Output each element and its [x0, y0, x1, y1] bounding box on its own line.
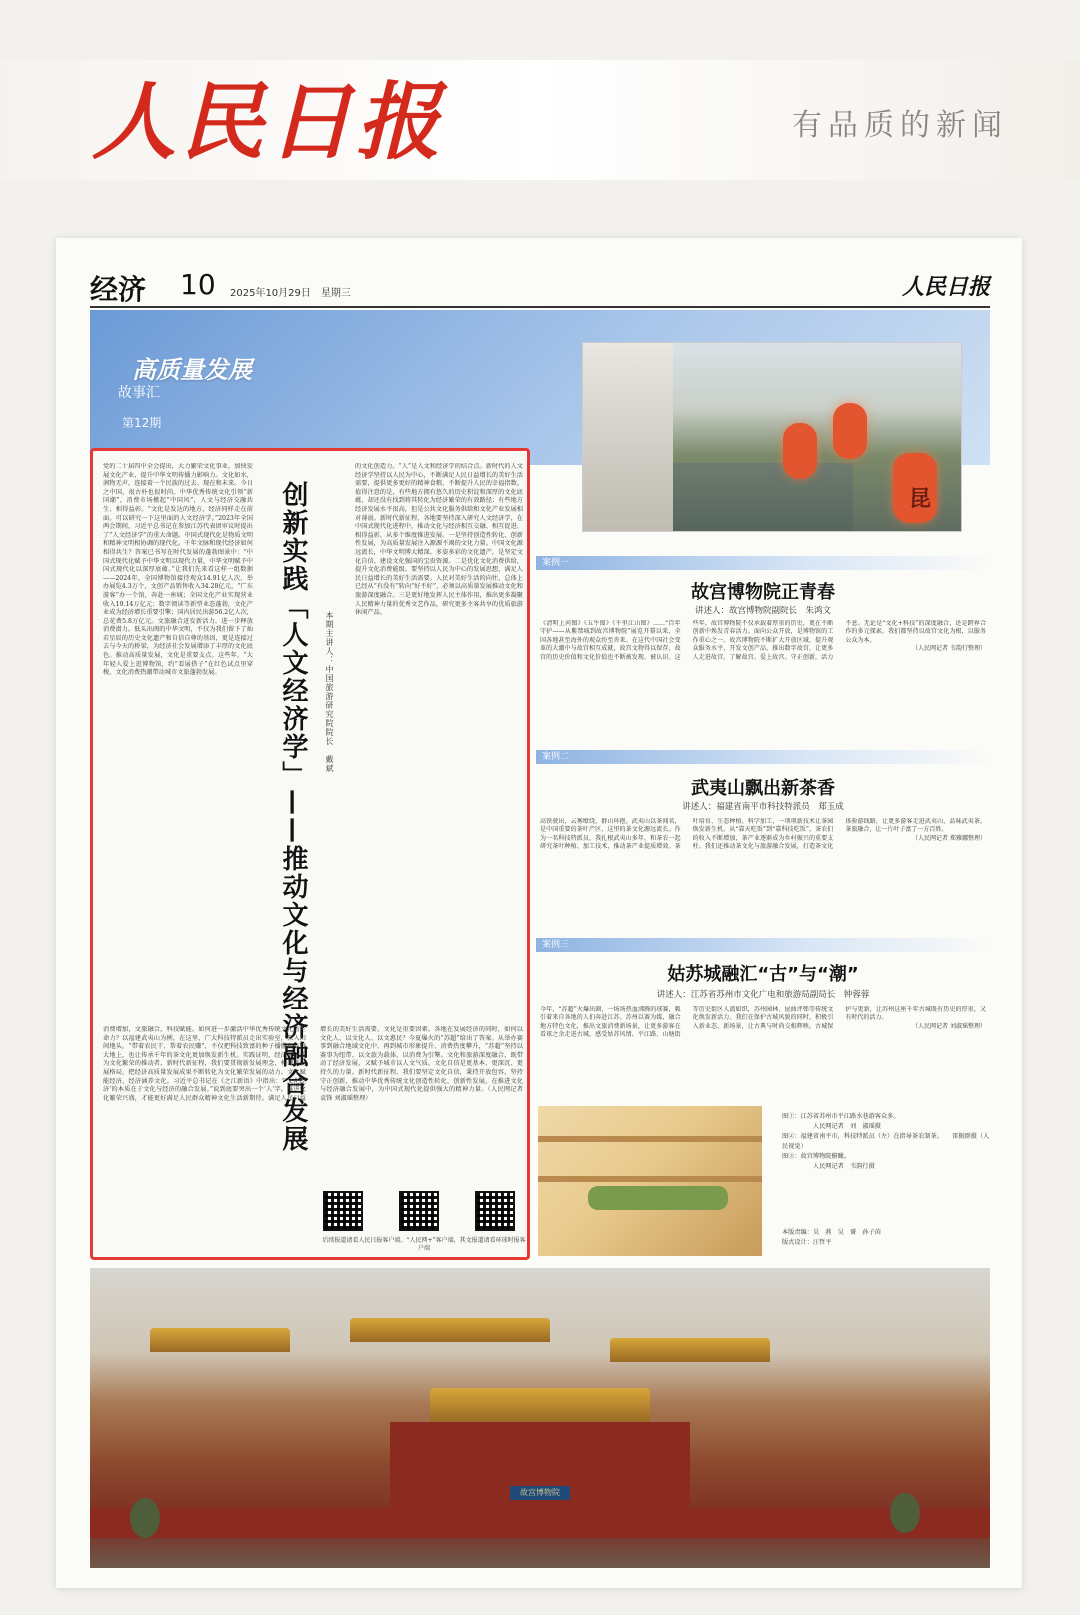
caption-line: 人民网记者 韦韵行摄 [782, 1163, 875, 1170]
editor-line: 版式设计：汪哲平 [782, 1239, 832, 1246]
masthead-logo: 人民日报 [92, 72, 445, 171]
case-body-text: 高铁驶出，云雾缭绕，群山环抱。武夷山以茶闻名，是中国重要的茶叶产区，这里的茶文化源远流长。作为一名科技特派员，我扎根武夷山多年，和茶农一起研究茶叶种植、加工技术，推动茶产业提质增效。茶叶培育、生态种植、科学加工，一项项新技术让茶园焕发新生机。从“靠天吃饭”到“靠科技吃饭”，茶农们的收入不断增加，茶产业逐渐成为乡村振兴的重要支柱。我们还推动茶文化与旅游融合发展，打造茶文化体验游线路，让更多游客走进武夷山、品味武夷茶。茶旅融合，让一片叶子富了一方百姓。 [540, 818, 986, 851]
photo-shelf [538, 1176, 762, 1182]
case-title: 姑苏城融汇“古”与“潮” [667, 964, 859, 985]
editor-credits [782, 1228, 992, 1248]
article-byline: 本期主讲人：中国旅游研究院院长 戴斌 [325, 611, 334, 773]
photo-building [583, 343, 673, 532]
qr-caption: 后续报道请看人民日报客户端。“人民网+”客户端，其文报道请看环球时报客户端 [322, 1237, 526, 1252]
caption-line: 图③：故宫博物院俯瞰。 [782, 1153, 851, 1160]
main-article [90, 448, 530, 1260]
feature-title: 高质量发展 [132, 356, 252, 384]
qr-code-row [323, 1191, 523, 1235]
case-speaker: 讲述人：故宫博物院副院长 朱鸿文 [694, 606, 831, 616]
case-tag: 案例一 [536, 556, 990, 570]
photo-roof [610, 1338, 770, 1362]
feature-subtitle: 故事汇 [118, 385, 160, 401]
article-headline: 创新实践「人文经济学」——推动文化与经济融合发展 [278, 481, 308, 1153]
case-body [540, 1006, 986, 1106]
palace-plaque: 故宫博物院 [510, 1486, 570, 1500]
case-credit: （人民网记者 韦韵行整理） [912, 645, 986, 653]
photo-captions [782, 1112, 992, 1172]
page-header [90, 268, 990, 308]
masthead-slogan: 有品质的新闻 [792, 108, 1008, 143]
editor-line: 本版责编：吴 燕 吴 赟 孙子茵 [782, 1229, 881, 1236]
photo-roof [430, 1388, 650, 1422]
palace-photo [90, 1268, 990, 1568]
qr-code[interactable] [323, 1191, 363, 1231]
case-tag: 案例三 [536, 938, 990, 952]
caption-line: 图②：福建省南平市，科技特派员（左）在指导茶农制茶。 雷振群摄（人民视觉） [782, 1133, 990, 1150]
section-title: 经济 [90, 273, 147, 306]
case-body-text: 今年，“苏超”火爆出圈，一场场热血沸腾的球赛，吸引着来自各地的人们奔赴江苏。苏州以赛为媒，融合地方特色文化，推出文旅消费新场景，让更多游客在看球之余走进古城，感受姑苏风情。平江路、山塘街等历史街区人流如织，苏州园林、昆曲评弹等传统文化焕发新活力。我们在保护古城风貌的同时，积极引入新业态、新场景，让古典与时尚交相辉映。古城保护与更新，让苏州这座千年古城既有历史的厚重，又有时代的活力。 [540, 1006, 986, 1039]
photo-tea-tray [588, 1186, 728, 1210]
photo-roof [350, 1318, 550, 1342]
issue-date: 2025年10月29日 星期三 [230, 288, 351, 299]
qr-code[interactable] [399, 1191, 439, 1231]
case-title: 故宫博物院正青春 [691, 582, 835, 603]
photo-shelf [538, 1136, 762, 1142]
page-number: 10 [180, 268, 216, 301]
photo-roof [150, 1328, 290, 1352]
case-title: 武夷山飘出新茶香 [691, 778, 835, 799]
case-body-text: 《清明上河图》《五牛图》《千里江山图》……“百年守护——从紫禁城到故宫博物院”展览开幕以来，全国各地甚至海外的观众纷至沓来。在这代中国社会变革的大潮中与故宫相互成就，故宫文物得以保存，故宫的历史价值和文化价值也不断被发现、被认识。这些年，故宫博物院不仅承载着厚重的历史，更在不断创新中焕发青春活力。面向公众开放，是博物馆的工作重心之一。故宫博物院不断扩大开放区域，提升观众服务水平，开发文创产品，推出数字故宫，让更多人走进故宫、了解故宫、爱上故宫。守正创新，活力不息。无论是“文化+科技”的深度融合，还是跨界合作的多元探索，我们都坚持以故宫文化为根，以服务公众为本。 [540, 620, 986, 661]
lantern-shape [783, 423, 817, 479]
article-column-2: 的文化创造力。“人”是人文和经济学的结合点。新时代的人文经济学坚持以人民为中心，不断满足人民日益增长的美好生活需要，提供更多更好的精神食粮，不断提升人民的幸福指数。值得注意的是，有些地方拥有悠久的历史积淀和深厚的文化底蕴，却还没有找到将其转化为经济繁荣的有效路径；有些地方经济发展水平很高，但是公共文化服务供给和文化产业发展相对薄弱。新时代新征程，各地要坚持深入研究人文经济学，在中国式现代化进程中，推动文化与经济相互交融、相互促进、相得益彰，从多个维度推进发展。一是坚持创造性转化、创新性发展，为高质量发展注入源源不竭的文化力量。中国文化源远流长，中华文明博大精深。多姿多彩的文化遗产，是坚定文化自信、建设文化强国的宝贵资源。二是优化文化消费供给，提升文化消费能级。要坚持以人民为中心的发展思想，满足人民日益增长的美好生活需要。人民对美好生活的向往，总体上已经从“有没有”转向“好不好”，必须以高质量发展推动文化和旅游深度融合。三是更好地发挥人民主体作用，推出更多凝聚人民精神力量的优秀文艺作品，研究更多主客共享的优质旅游休闲产品。 [355, 463, 523, 617]
lantern-label: 昆 [908, 486, 931, 512]
photo-tree [130, 1498, 160, 1538]
photo-outer-wall [90, 1508, 990, 1538]
case-speaker: 讲述人：江苏省苏州市文化广电和旅游局副局长 钟蓉蓉 [656, 990, 870, 1000]
article-column-1: 党的二十届四中全会提出，大力繁荣文化事业，加快发展文化产业，提升中华文明传播力影响力。文化如水，润物无声，连接着一个民族的过去、现在和未来。今日之中国，很古朴也很时尚。中华优秀传统文化引领“新国潮”，消费市场掀起“中国风”，人文与经济交融共生、相得益彰。“文化是发达的地方，经济同样走在前面。可以研究一下这里面的人文经济学。”2023年全国两会期间，习近平总书记在参加江苏代表团审议时提出了“人文经济学”的重大命题。中国式现代化是物质文明和精神文明相协调的现代化。千年文脉和现代经济如何相得共生？答案已书写在时代发展的蓬勃图景中：“中国式现代化赋予中华文明以现代力量，中华文明赋予中国式现代化以深厚底蕴。”让我们先来看这样一组数据——2024年，全国博物馆接待观众14.91亿人次，举办展览4.3万个，文创产品销售收入34.28亿元，“广东游客”办一个馆，奔赴一座城；全国文化产业实现营业收入19.14万亿元；数字阅读等新型业态蓬勃，文化产业成为经济增长重要引擎；国内居民出游56.2亿人次，总花费5.8万亿元。文旅融合迸发新活力，进一步释放消费潜力。低头出阀的中华文明，不仅为我们留下了灿若星辰的历史文化遗产和自信自尊的基因，更是连接过去与今天的桥梁，为经济社会发展增添了丰厚的文化底色。推动高质量发展，文化是重要支点。这些年，“大年轻人爱上逛博物馆，约“看展搭子”在红色试点里穿梭，文化消费热潮带动城市文旅蓬勃发展。 [103, 463, 253, 677]
canal-photo [582, 342, 962, 532]
case-credit: （人民网记者 刘淑瑶整理） [912, 1022, 986, 1030]
case-tag: 案例二 [536, 750, 990, 764]
case-credit: （人民网记者 郑雅娜整理） [912, 834, 986, 842]
article-column-3: 消费增加，文旅融合，科技赋能。如何进一步激活中华优秀传统文化的生命力？以福建武夷山为例，在这里，广大科技特派员走出实验室，深入田间地头，“带着农民干、帮着农民赚”，不仅把科技致富的种子播撒在乡野大地上，也让传承千年的茶文化更加焕发新生机。实践证明，经济可以成为文化繁荣的推动者，新时代新征程，我们要贯彻新发展理念，构建新发展格局，把经济高质量发展成果不断转化为文化繁荣发展的动力。文化赋能经济，经济涵养文化。习近平总书记在《之江新语》中指出：“‘文化经济’的本质在于文化与经济的融合发展。”说到底要突出一个‘人’字。推进文化繁荣兴盛，才能更好满足人民群众精神文化生活新期待。满足人民日益增长的美好生活需要，文化是重要因素。各地在发展经济的同时，如何以文化人、以文化人、以文惠民？今夏爆火的“苏超”给出了答案。从举办赛事到融合地域文化中，再到城市形象提升、消费热度攀升，“苏超”坚持以赛事为纽带、以文旅为载体、以消费为引擎。文化和旅游深度融合，既带动了经济发展，又赋予城市以人文气质。文化自信是更基本、更深沉、更持久的力量。新时代新征程，我们要坚定文化自信，秉持开放包容，坚持守正创新，推动中华优秀传统文化创造性转化、创新性发展，在推进文化与经济融合发展中，为中国式现代化提供强大的精神力量。（人民网记者 袁锋 刘淑瑶整理） [103, 1026, 523, 1102]
newspaper-page [56, 238, 1022, 1588]
feature-issue: 第12期 [122, 416, 162, 430]
photo-tree [890, 1493, 920, 1533]
case-body [540, 818, 986, 926]
qr-code[interactable] [475, 1191, 515, 1231]
paper-logo: 人民日报 [901, 274, 990, 300]
case-body [540, 620, 986, 728]
case-speaker: 讲述人：福建省南平市科技特派员 郑玉成 [682, 802, 844, 812]
tea-photo [538, 1106, 762, 1256]
caption-line: 人民网记者 刘 淑瑶摄 [782, 1123, 881, 1130]
photo-water [673, 463, 853, 532]
caption-line: 图①：江苏省苏州市平江路水巷游客众多。 [782, 1113, 900, 1120]
lantern-shape [833, 403, 867, 459]
